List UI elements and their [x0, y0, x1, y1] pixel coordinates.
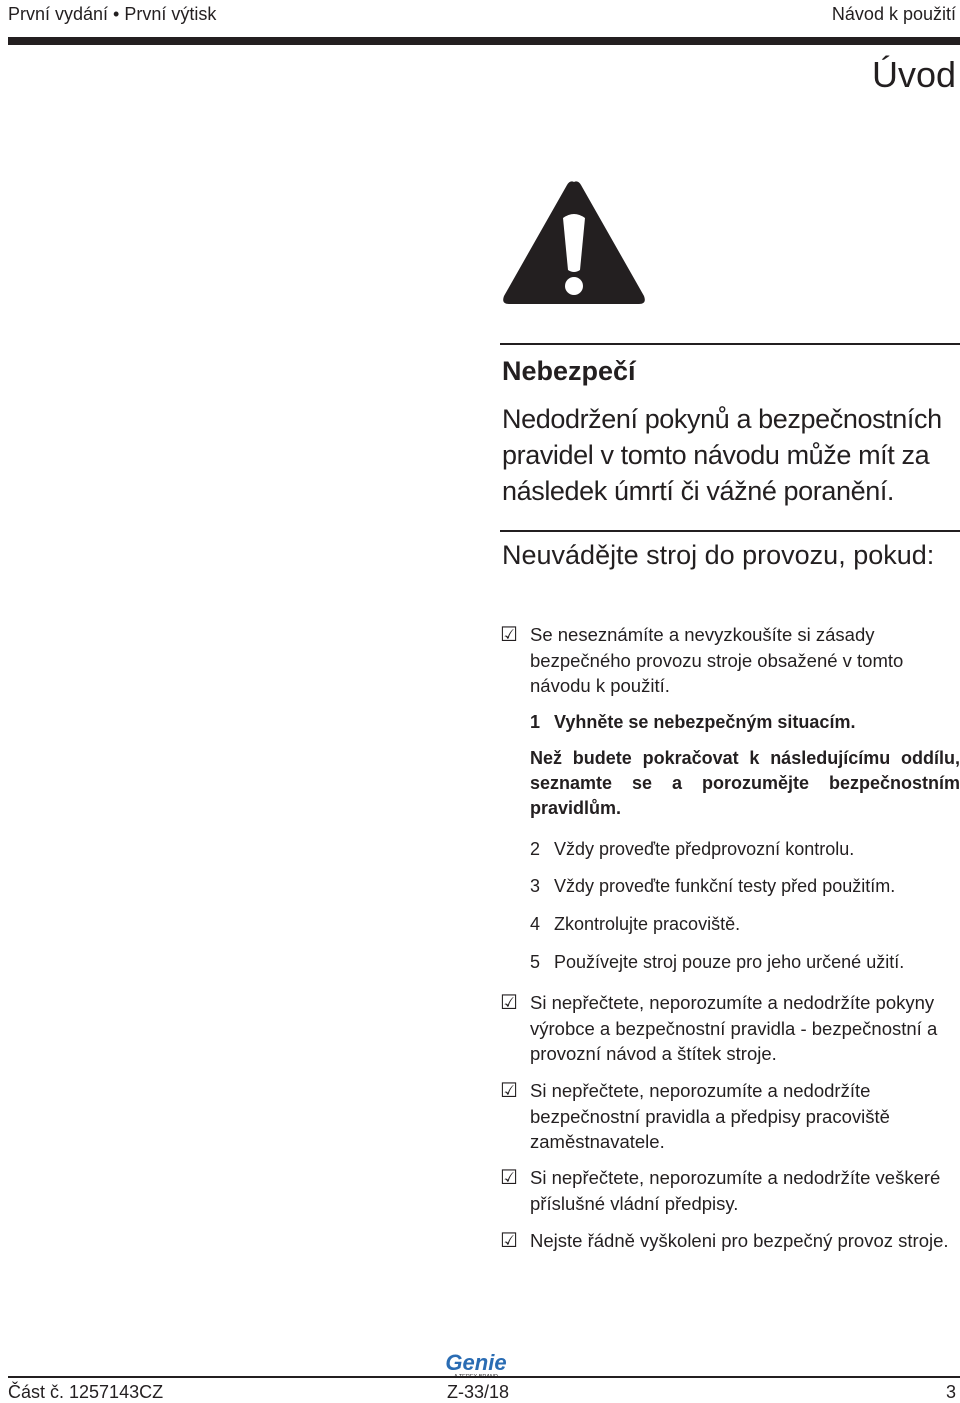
step-number: 2	[530, 839, 541, 859]
danger-text: Nedodržení pokynů a bezpečnostních pravidel v tomto návodu může mít za následek úmrtí či vážné poranění.	[502, 404, 942, 506]
step-number: 3	[530, 876, 541, 896]
numbered-step-4	[530, 912, 960, 937]
list-item: Si nepřečtete, neporozumíte a nedodržíte pokyny výrobce a bezpečnostní pravidla - bezpečnostní a provozní návod a štítek stroje.	[530, 992, 938, 1064]
danger-top-rule	[500, 343, 960, 345]
header-doc-type: Návod k použití	[831, 4, 956, 24]
footer-page-number: 3	[945, 1382, 956, 1402]
footer-part-number: Část č. 1257143CZ	[8, 1382, 164, 1402]
numbered-step-2	[530, 837, 960, 862]
header-edition: První vydání • První výtisk	[8, 4, 217, 24]
note-text: Než budete pokračovat k následujícímu oddílu, seznamte se a porozumějte bezpečnostním pravidlům.	[530, 748, 960, 818]
step-number: 4	[530, 914, 541, 934]
numbered-step-1	[530, 710, 960, 735]
footer-rule	[8, 1376, 960, 1378]
header-rule	[8, 37, 960, 45]
danger-heading: Nebezpečí	[502, 356, 636, 386]
checkbox-checked-icon: ☑	[500, 992, 518, 1014]
step-text: Vyhněte se nebezpečným situacím.	[554, 712, 856, 732]
checkbox-checked-icon: ☑	[500, 624, 518, 646]
checkbox-checked-icon: ☑	[500, 1230, 518, 1252]
list-item: Nejste řádně vyškoleni pro bezpečný provoz stroje.	[530, 1230, 949, 1251]
step-text: Vždy proveďte funkční testy před použitím.	[554, 876, 896, 896]
list-item: Si nepřečtete, neporozumíte a nedodržíte bezpečnostní pravidla a předpisy pracoviště zaměstnavatele.	[530, 1080, 890, 1152]
step-number: 5	[530, 952, 541, 972]
checkbox-checked-icon: ☑	[500, 1167, 518, 1189]
numbered-step-3	[530, 874, 960, 899]
step-text: Vždy proveďte předprovozní kontrolu.	[554, 839, 855, 859]
checkbox-checked-icon: ☑	[500, 1080, 518, 1102]
section-rule	[500, 530, 960, 532]
list-item: Se neseznámíte a nevyzkoušíte si zásady bezpečného provozu stroje obsažené v tomto návodu k použití.	[530, 624, 904, 696]
numbered-step-5	[530, 950, 960, 975]
footer-model: Z-33/18	[447, 1382, 510, 1402]
logo-wordmark: Genie	[445, 1350, 507, 1375]
step-text: Používejte stroj pouze pro jeho určené užití.	[554, 952, 905, 972]
list-item: Si nepřečtete, neporozumíte a nedodržíte veškeré příslušné vládní předpisy.	[530, 1167, 941, 1214]
step-number: 1	[530, 712, 541, 732]
step-text: Zkontrolujte pracoviště.	[554, 914, 741, 934]
warning-triangle-icon	[500, 178, 648, 308]
page-title: Úvod	[871, 54, 956, 95]
section-heading: Neuvádějte stroj do provozu, pokud:	[502, 540, 935, 570]
